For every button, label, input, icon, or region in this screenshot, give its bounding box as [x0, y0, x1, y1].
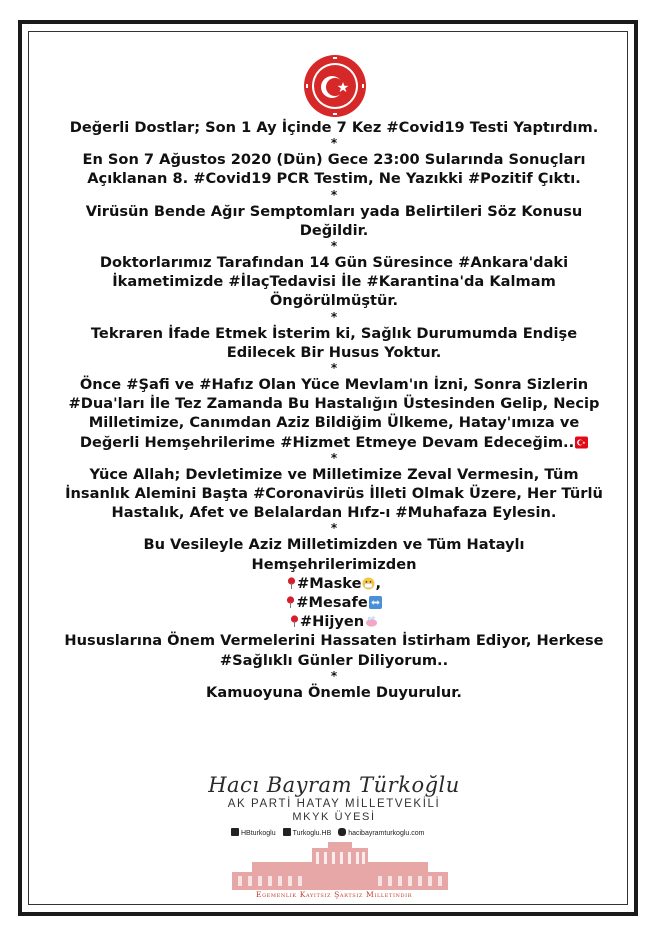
left-right-arrow-icon [369, 596, 382, 609]
motto-text: Egemenlik Kayıtsız Şartsız Milletindir [255, 890, 413, 899]
paragraph-quarantine: Doktorlarımız Tarafından 14 Gün Süresince #Ankara'daki İkametimizde #İlaçTedavisi İle #Karantina'da Kalmam Öngörülmüştür. [99, 254, 569, 310]
paragraph-no-symptoms: Virüsün Bende Ağır Semptomları yada Belirtileri Söz Konusu Değildir. [85, 202, 583, 239]
turkish-flag-icon [575, 436, 588, 449]
separator: * [330, 239, 338, 254]
twitter-icon [231, 828, 239, 836]
announcement-body [60, 118, 608, 702]
instagram-handle: hacibayramturkoglu.com [348, 830, 425, 837]
paragraph-service-text: Önce #Şafi ve #Hafız Olan Yüce Mevlam'ın İzni, Sonra Sizlerin #Dua'ları İle Tez Zamanda Bu Hastalığın Üstesinden Gelip, Necip Milletimize, Canımdan Aziz Bildiğim Ülkeme, Hatay'ımıza ve Değerli Hemşehrilerime #Hizmet Etmeye Devam Edeceğim.. [68, 376, 600, 451]
social-facebook[interactable] [283, 830, 332, 837]
signature-title: AK PARTİ HATAY MİLLETVEKİLİ [227, 798, 441, 810]
red-pin-icon [286, 596, 295, 608]
parliament-building-illustration [232, 842, 448, 892]
appeal-intro: Bu Vesileyle Aziz Milletimizden ve Tüm Hataylı Hemşehrilerimizden [143, 536, 525, 573]
twitter-handle: HBturkoglu [241, 830, 276, 837]
red-pin-icon [287, 577, 296, 589]
appeal-hygiene: #Hijyen [299, 613, 365, 631]
facebook-handle: Turkoglu.HB [292, 830, 332, 837]
separator: * [330, 361, 338, 376]
signature-name: Hacı Bayram Türkoğlu [208, 773, 460, 797]
paragraph-appeal [60, 535, 608, 669]
separator: * [330, 309, 338, 324]
appeal-mask: #Maske [296, 574, 362, 592]
separator: * [330, 521, 338, 536]
paragraph-prayer: Yüce Allah; Devletimize ve Milletimize Zeval Vermesin, Tüm İnsanlık Alemini Başta #Coronavirüs İlleti Olmak Üzere, Her Türlü Hastalık, Afet ve Belalardan Hıfz-ı #Muhafaza Eylesin. [65, 465, 603, 522]
separator: * [330, 136, 338, 151]
signature-subtitle: MKYK ÜYESİ [292, 811, 376, 823]
social-links [231, 828, 441, 840]
facebook-icon [283, 828, 291, 836]
separator: * [330, 450, 338, 465]
paragraph-health-status: Tekraren İfade Etmek İsterim ki, Sağlık Durumumda Endişe Edilecek Bir Husus Yoktur. [90, 324, 578, 361]
paragraph-test-count: Değerli Dostlar; Son 1 Ay İçinde 7 Kez #Covid19 Testi Yaptırdım. [69, 119, 599, 136]
paragraph-service [60, 375, 608, 452]
appeal-outro: Hususlarına Önem Vermelerini Hassaten İstirham Ediyor, Herkese #Sağlıklı Günler Diliyorum.. [64, 632, 604, 669]
appeal-distance: #Mesafe [296, 594, 368, 612]
face-with-mask-icon [362, 577, 375, 590]
red-pin-icon [290, 615, 299, 627]
instagram-icon [338, 828, 346, 836]
soap-icon [365, 615, 378, 628]
social-instagram[interactable] [338, 830, 424, 837]
paragraph-closing: Kamuoyuna Önemle Duyurulur. [206, 683, 462, 701]
tbmm-seal-logo [303, 54, 367, 118]
separator: * [330, 668, 338, 683]
appeal-mask-comma: , [375, 574, 382, 592]
social-twitter[interactable] [231, 830, 276, 837]
separator: * [330, 187, 338, 202]
paragraph-positive-result: En Son 7 Ağustos 2020 (Dün) Gece 23:00 Sularında Sonuçları Açıklanan 8. #Covid19 PCR Testim, Ne Yazıkki #Pozitif Çıktı. [82, 151, 586, 188]
signature-block [160, 773, 508, 824]
